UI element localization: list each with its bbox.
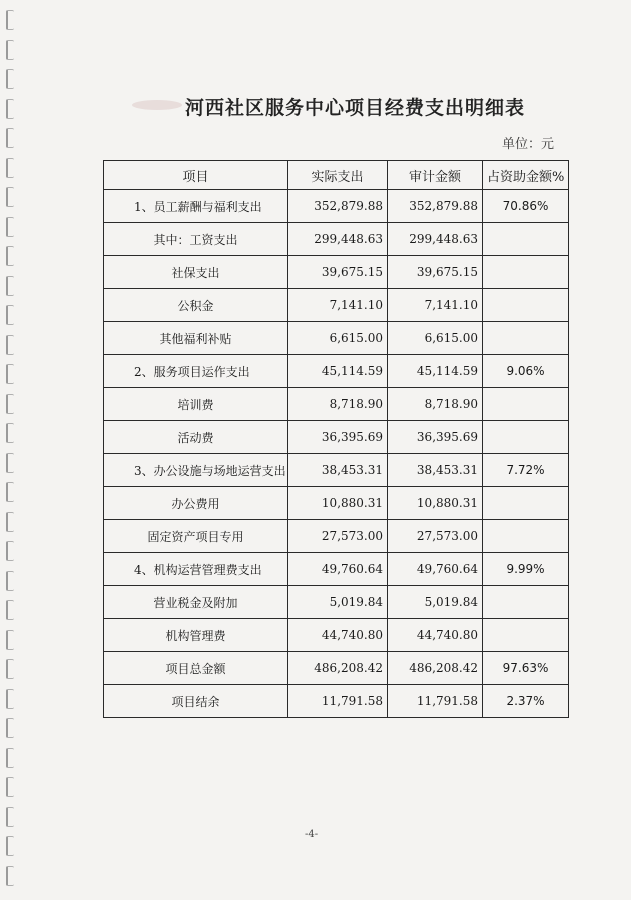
audit-cell: 6,615.00	[388, 322, 483, 355]
percent-cell: 2.37%	[483, 685, 569, 718]
item-cell: 3、办公设施与场地运营支出	[104, 454, 288, 487]
binding-hole	[6, 364, 14, 384]
item-cell: 项目总金额	[104, 652, 288, 685]
binding-hole	[6, 482, 14, 502]
audit-cell: 49,760.64	[388, 553, 483, 586]
table-row	[104, 223, 569, 256]
item-cell: 营业税金及附加	[104, 586, 288, 619]
audit-cell: 38,453.31	[388, 454, 483, 487]
percent-cell	[483, 256, 569, 289]
audit-cell: 11,791.58	[388, 685, 483, 718]
binding-hole	[6, 748, 14, 768]
item-cell: 1、员工薪酬与福利支出	[104, 190, 288, 223]
binding-hole	[6, 158, 14, 178]
item-cell: 固定资产项目专用	[104, 520, 288, 553]
binding-hole	[6, 512, 14, 532]
item-cell: 项目结余	[104, 685, 288, 718]
actual-cell: 10,880.31	[288, 487, 388, 520]
table-row	[104, 619, 569, 652]
binding-hole	[6, 423, 14, 443]
item-cell: 办公费用	[104, 487, 288, 520]
binding-hole	[6, 217, 14, 237]
percent-cell	[483, 388, 569, 421]
percent-cell: 97.63%	[483, 652, 569, 685]
percent-cell: 9.99%	[483, 553, 569, 586]
binding-hole	[6, 69, 14, 89]
table-header-row	[104, 161, 569, 190]
actual-cell: 11,791.58	[288, 685, 388, 718]
item-cell: 其中：工资支出	[104, 223, 288, 256]
page-number: -4-	[305, 829, 319, 840]
percent-cell	[483, 223, 569, 256]
actual-cell: 38,453.31	[288, 454, 388, 487]
binding-hole	[6, 394, 14, 414]
header-item: 项目	[104, 161, 288, 190]
binding-hole	[6, 128, 14, 148]
actual-cell: 36,395.69	[288, 421, 388, 454]
actual-cell: 5,019.84	[288, 586, 388, 619]
binding-hole	[6, 541, 14, 561]
audit-cell: 45,114.59	[388, 355, 483, 388]
audit-cell: 36,395.69	[388, 421, 483, 454]
table-row	[104, 256, 569, 289]
audit-cell: 7,141.10	[388, 289, 483, 322]
binding-hole	[6, 305, 14, 325]
item-cell: 4、机构运营管理费支出	[104, 553, 288, 586]
percent-cell	[483, 586, 569, 619]
table-row	[104, 322, 569, 355]
unit-label: 单位：元	[502, 137, 555, 152]
table-row	[104, 355, 569, 388]
actual-cell: 49,760.64	[288, 553, 388, 586]
binding-hole	[6, 246, 14, 266]
expense-table	[103, 160, 569, 718]
binding-hole	[6, 836, 14, 856]
table-row	[104, 190, 569, 223]
actual-cell: 39,675.15	[288, 256, 388, 289]
percent-cell: 9.06%	[483, 355, 569, 388]
table-row	[104, 289, 569, 322]
actual-cell: 45,114.59	[288, 355, 388, 388]
binding-hole	[6, 99, 14, 119]
table-row	[104, 553, 569, 586]
audit-cell: 10,880.31	[388, 487, 483, 520]
table-row	[104, 652, 569, 685]
percent-cell	[483, 322, 569, 355]
audit-cell: 352,879.88	[388, 190, 483, 223]
actual-cell: 6,615.00	[288, 322, 388, 355]
table-row	[104, 454, 569, 487]
table-row	[104, 388, 569, 421]
item-cell: 公积金	[104, 289, 288, 322]
header-percent: 占资助金额%	[483, 161, 569, 190]
binding-hole	[6, 335, 14, 355]
binding-hole	[6, 187, 14, 207]
item-cell: 2、服务项目运作支出	[104, 355, 288, 388]
percent-cell	[483, 421, 569, 454]
binding-hole	[6, 659, 14, 679]
item-cell: 社保支出	[104, 256, 288, 289]
binding-hole	[6, 630, 14, 650]
ink-blot	[132, 100, 182, 110]
table-row	[104, 487, 569, 520]
table-row	[104, 421, 569, 454]
binding-hole	[6, 718, 14, 738]
table-row	[104, 586, 569, 619]
audit-cell: 8,718.90	[388, 388, 483, 421]
binding-hole	[6, 777, 14, 797]
binding-hole	[6, 453, 14, 473]
percent-cell	[483, 487, 569, 520]
binding-hole	[6, 689, 14, 709]
binding-hole	[6, 571, 14, 591]
page-title: 河西社区服务中心项目经费支出明细表	[185, 97, 526, 119]
percent-cell: 70.86%	[483, 190, 569, 223]
binding-hole	[6, 276, 14, 296]
binding-hole	[6, 866, 14, 886]
binding-holes	[6, 10, 18, 890]
table-row	[104, 520, 569, 553]
percent-cell	[483, 619, 569, 652]
item-cell: 培训费	[104, 388, 288, 421]
audit-cell: 44,740.80	[388, 619, 483, 652]
audit-cell: 486,208.42	[388, 652, 483, 685]
item-cell: 其他福利补贴	[104, 322, 288, 355]
binding-hole	[6, 600, 14, 620]
header-actual: 实际支出	[288, 161, 388, 190]
actual-cell: 299,448.63	[288, 223, 388, 256]
item-cell: 活动费	[104, 421, 288, 454]
actual-cell: 486,208.42	[288, 652, 388, 685]
actual-cell: 27,573.00	[288, 520, 388, 553]
audit-cell: 299,448.63	[388, 223, 483, 256]
table-row	[104, 685, 569, 718]
header-audit: 审计金额	[388, 161, 483, 190]
actual-cell: 44,740.80	[288, 619, 388, 652]
audit-cell: 27,573.00	[388, 520, 483, 553]
binding-hole	[6, 40, 14, 60]
actual-cell: 8,718.90	[288, 388, 388, 421]
percent-cell	[483, 289, 569, 322]
actual-cell: 352,879.88	[288, 190, 388, 223]
audit-cell: 5,019.84	[388, 586, 483, 619]
actual-cell: 7,141.10	[288, 289, 388, 322]
item-cell: 机构管理费	[104, 619, 288, 652]
audit-cell: 39,675.15	[388, 256, 483, 289]
binding-hole	[6, 807, 14, 827]
binding-hole	[6, 10, 14, 30]
percent-cell: 7.72%	[483, 454, 569, 487]
percent-cell	[483, 520, 569, 553]
